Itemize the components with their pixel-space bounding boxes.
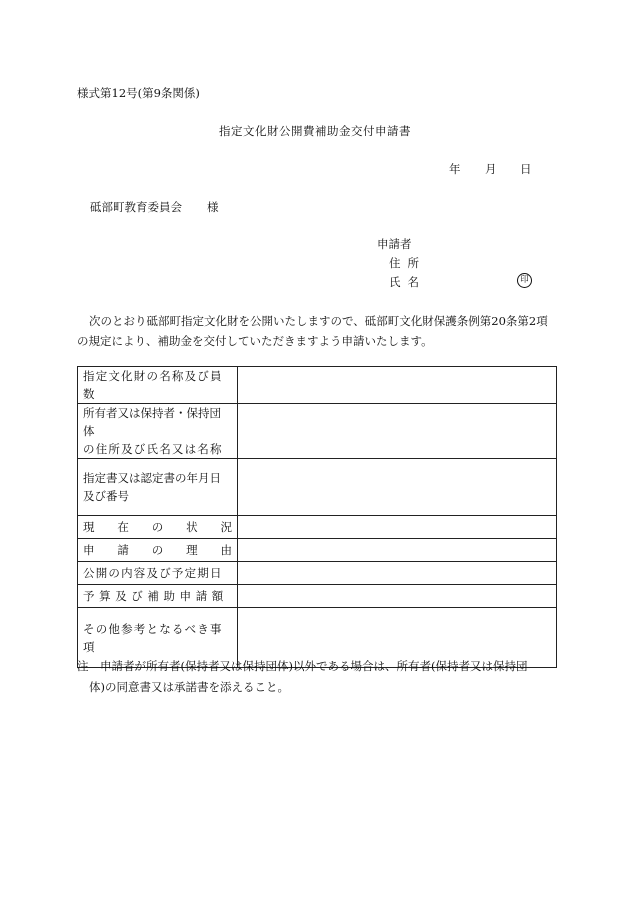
table-row (78, 367, 557, 404)
document-title: 指定文化財公開費補助金交付申請書 (219, 124, 411, 138)
row-value-owner[interactable] (238, 404, 557, 459)
body-line-1: 次のとおり砥部町指定文化財を公開いたしますので、砥部町文化財保護条例第20条第2項 (89, 314, 548, 328)
addressee-name: 砥部町教育委員会 (90, 200, 182, 214)
table-row (78, 539, 557, 562)
row-label-reason: 申 請 の 理 由 (78, 539, 238, 562)
footnote (77, 656, 567, 698)
row-value-name-count[interactable] (238, 367, 557, 404)
row-label-content-schedule: 公開の内容及び予定期日 (78, 562, 238, 585)
applicant-name-label: 氏名 (389, 275, 426, 289)
row-label-other: その他参考となるべき事項 (78, 608, 238, 668)
date-day-label: 日 (520, 162, 532, 176)
owner-label-line-2: の住所及び氏名又は名称 (83, 442, 223, 456)
row-value-content-schedule[interactable] (238, 562, 557, 585)
row-value-reason[interactable] (238, 539, 557, 562)
row-value-certificate[interactable] (238, 459, 557, 516)
table-row (78, 585, 557, 608)
table-row (78, 404, 557, 459)
seal-icon: 印 (517, 273, 532, 288)
certificate-label-line-1: 指定書又は認定書の年月日 (83, 471, 221, 485)
table-row (78, 516, 557, 539)
row-label-name-count: 指定文化財の名称及び員数 (78, 367, 238, 404)
certificate-label-line-2: 及び番号 (83, 489, 129, 503)
form-number: 様式第12号(第9条関係) (77, 86, 200, 100)
row-label-owner (78, 404, 238, 459)
application-table (77, 366, 557, 668)
row-value-current-status[interactable] (238, 516, 557, 539)
addressee-honorific: 様 (207, 200, 219, 214)
table-row (78, 459, 557, 516)
note-line-2: 体)の同意書又は承諾書を添えること。 (89, 680, 289, 694)
applicant-label: 申請者 (377, 237, 412, 251)
row-label-certificate (78, 459, 238, 516)
date-year-label: 年 (449, 162, 461, 176)
row-label-budget: 予算及び補助申請額 (78, 585, 238, 608)
row-value-budget[interactable] (238, 585, 557, 608)
note-line-1: 注 申請者が所有者(保持者又は保持団体)以外である場合は、所有者(保持者又は保持団 (77, 659, 528, 673)
owner-label-line-1: 所有者又は保持者・保持団体 (83, 406, 221, 438)
row-label-current-status: 現 在 の 状 況 (78, 516, 238, 539)
applicant-address-label: 住所 (389, 256, 426, 270)
application-body (77, 311, 563, 351)
body-line-2: の規定により、補助金を交付していただきますよう申請いたします。 (77, 334, 433, 348)
date-month-label: 月 (485, 162, 497, 176)
table-row (78, 562, 557, 585)
